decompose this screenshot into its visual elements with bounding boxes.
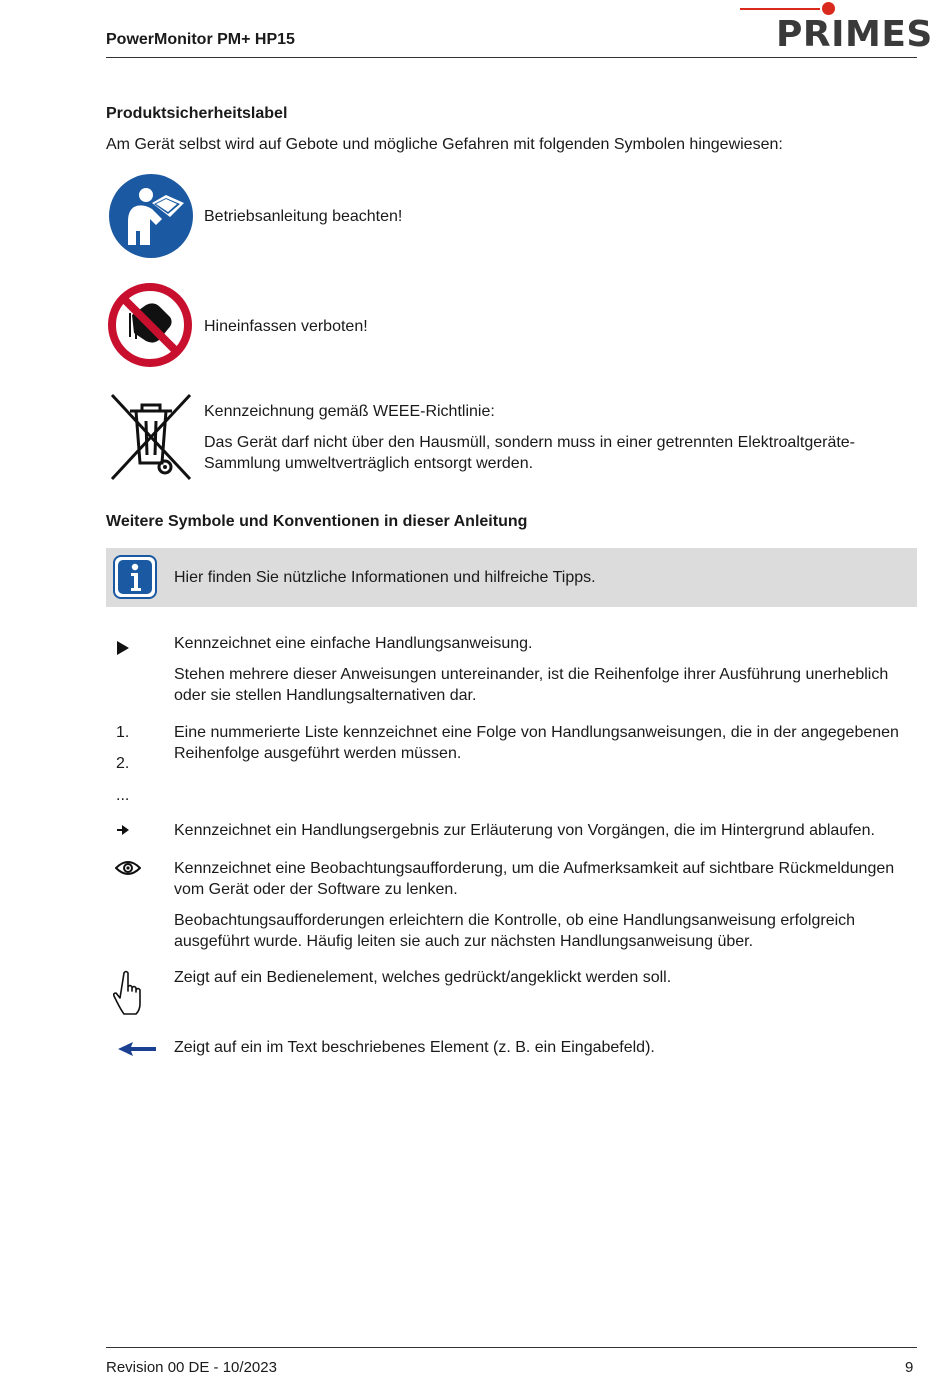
info-icon <box>112 554 158 600</box>
label-weee-text: Das Gerät darf nicht über den Hausmüll, sondern muss in einer getrennten Elektroaltgeräte-Sammlung umweltverträglich entsorgt werden. <box>204 434 856 472</box>
weee-bin-icon <box>106 391 196 483</box>
footer-divider <box>106 1347 917 1348</box>
instruction-note: Stehen mehrere dieser Anweisungen untereinander, ist die Reihenfolge ihrer Ausführung unerheblich oder sie stellen Handlungsalternativen dar. <box>174 666 889 704</box>
safety-intro: Am Gerät selbst wird auf Gebote und mögliche Gefahren mit folgenden Symbolen hingewiesen: <box>106 136 783 153</box>
logo-text: PRIMES <box>776 14 933 55</box>
pointing-hand-icon <box>113 969 149 1017</box>
numbered-marker-2: 2. <box>116 755 130 772</box>
observe-note: Beobachtungsaufforderungen erleichtern die Kontrolle, ob eine Handlungsanweisung erfolgreich ausgeführt wurde. Häufig leiten sie auch zur nächsten Handlungsanweisung über. <box>174 912 856 950</box>
instruction-text: Kennzeichnet eine einfache Handlungsanweisung. <box>174 635 533 652</box>
primes-logo <box>740 0 933 55</box>
label-no-reaching-in: Hineinfassen verboten! <box>204 318 368 335</box>
observe-text: Kennzeichnet eine Beobachtungsaufforderung, um die Aufmerksamkeit auf sichtbare Rückmeldungen vom Gerät oder der Software zu lenken. <box>174 860 895 898</box>
eye-icon <box>115 860 141 876</box>
result-text: Kennzeichnet ein Handlungsergebnis zur Erläuterung von Vorgängen, die im Hintergrund ablaufen. <box>174 822 875 839</box>
footer-revision: Revision 00 DE - 10/2023 <box>106 1359 277 1376</box>
numbered-text: Eine nummerierte Liste kennzeichnet eine Folge von Handlungsanweisungen, die in der angegebenen Reihenfolge ausgeführt werden müssen. <box>174 724 899 762</box>
numbered-marker-ellipsis: ... <box>116 787 130 804</box>
click-text: Zeigt auf ein Bedienelement, welches gedrückt/angeklickt werden soll. <box>174 969 672 986</box>
label-weee-title: Kennzeichnung gemäß WEEE-Richtlinie: <box>204 403 495 420</box>
read-manual-icon <box>108 173 194 259</box>
info-text: Hier finden Sie nützliche Informationen und hilfreiche Tipps. <box>174 569 596 586</box>
section-heading-conventions: Weitere Symbole und Konventionen in dieser Anleitung <box>106 513 528 530</box>
pointer-arrow-icon <box>117 1040 157 1058</box>
result-arrow-icon <box>116 824 130 836</box>
section-heading-safety: Produktsicherheitslabel <box>106 105 288 122</box>
label-read-manual: Betriebsanleitung beachten! <box>204 208 403 225</box>
logo-red-line <box>740 8 820 10</box>
numbered-marker-1: 1. <box>116 724 130 741</box>
page-number: 9 <box>905 1359 914 1376</box>
header-divider <box>106 57 917 58</box>
instruction-triangle-icon <box>116 640 130 656</box>
info-box <box>106 548 917 607</box>
document-title: PowerMonitor PM+ HP15 <box>106 31 295 48</box>
pointer-text: Zeigt auf ein im Text beschriebenes Element (z. B. ein Eingabefeld). <box>174 1039 655 1056</box>
no-reaching-in-icon <box>106 281 194 369</box>
